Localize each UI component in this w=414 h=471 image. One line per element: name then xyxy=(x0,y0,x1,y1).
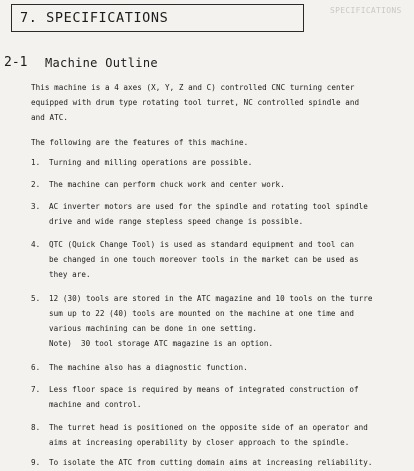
feature-number: 6. xyxy=(31,363,41,372)
feature-line: be changed in one touch moreover tools in the market can be used as xyxy=(49,255,359,264)
features-intro: The following are the features of this machine. xyxy=(31,138,249,147)
subsection-title: Machine Outline xyxy=(45,56,158,70)
intro-line: This machine is a 4 axes (X, Y, Z and C) controlled CNC turning center xyxy=(31,83,355,92)
feature-number: 7. xyxy=(31,385,41,394)
feature-line: The machine also has a diagnostic function. xyxy=(49,363,248,372)
feature-number: 9. xyxy=(31,458,41,467)
feature-line: 12 (30) tools are stored in the ATC magazine and 10 tools on the turre xyxy=(49,294,373,303)
feature-line: drive and wide range stepless speed change is possible. xyxy=(49,217,304,226)
feature-number: 4. xyxy=(31,240,41,249)
feature-number: 2. xyxy=(31,180,41,189)
feature-line: AC inverter motors are used for the spindle and rotating tool spindle xyxy=(49,202,368,211)
feature-line: sum up to 22 (40) tools are mounted on the machine at one time and xyxy=(49,309,355,318)
feature-line: The machine can perform chuck work and center work. xyxy=(49,180,285,189)
intro-line: and ATC. xyxy=(31,113,68,122)
feature-number: 5. xyxy=(31,294,41,303)
feature-number: 8. xyxy=(31,423,41,432)
section-title: 7. SPECIFICATIONS xyxy=(20,10,169,26)
feature-line: The turret head is positioned on the opposite side of an operator and xyxy=(49,423,368,432)
feature-line: various machining can be done in one setting. xyxy=(49,324,257,333)
feature-number: 1. xyxy=(31,158,41,167)
feature-number: 3. xyxy=(31,202,41,211)
intro-line: equipped with drum type rotating tool turret, NC controlled spindle and xyxy=(31,98,360,107)
section-title-box xyxy=(11,4,304,32)
faint-header-text: SPECIFICATIONS xyxy=(330,6,402,15)
feature-line: Turning and milling operations are possible. xyxy=(49,158,253,167)
feature-line: QTC (Quick Change Tool) is used as standard equipment and tool can xyxy=(49,240,355,249)
feature-line: To isolate the ATC from cutting domain aims at increasing reliability. xyxy=(49,458,373,467)
feature-line: machine and control. xyxy=(49,400,142,409)
subsection-number: 2-1 xyxy=(4,55,28,70)
feature-line: Less floor space is required by means of integrated construction of xyxy=(49,385,359,394)
feature-line: they are. xyxy=(49,270,91,279)
feature-line: aims at increasing operability by closer approach to the spindle. xyxy=(49,438,350,447)
feature-note: Note) 30 tool storage ATC magazine is an option. xyxy=(49,339,274,348)
